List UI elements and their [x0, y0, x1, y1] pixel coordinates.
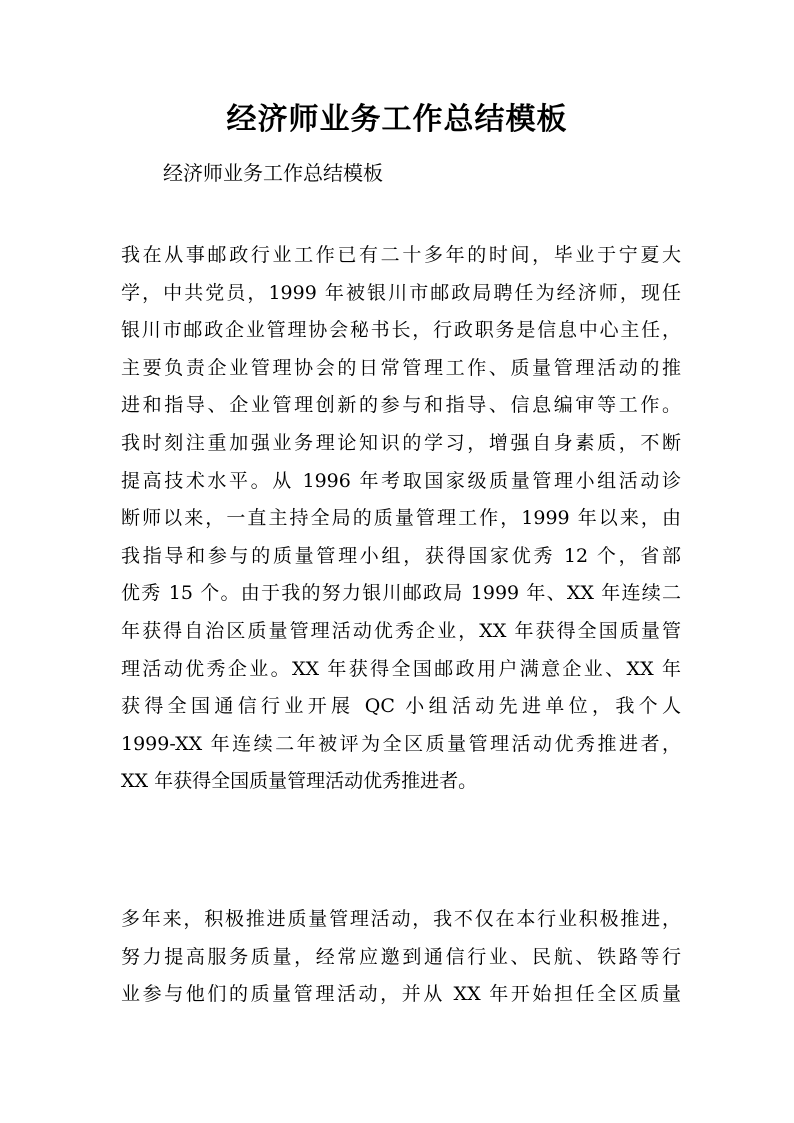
paragraph-line: 我时刻注重加强业务理论知识的学习，增强自身素质，不断 — [121, 431, 681, 454]
paragraph-line: 获得全国通信行业开展 QC 小组活动先进单位，我个人 — [121, 695, 681, 718]
document-title: 经济师业务工作总结模板 — [226, 102, 568, 137]
paragraph-1 — [121, 237, 681, 801]
paragraph-line: 学，中共党员，1999 年被银川市邮政局聘任为经济师，现任 — [121, 281, 681, 304]
paragraph-line: 理活动优秀企业。XX 年获得全国邮政用户满意企业、XX 年 — [121, 657, 681, 680]
paragraph-line: 提高技术水平。从 1996 年考取国家级质量管理小组活动诊 — [121, 469, 681, 492]
paragraph-line: XX 年获得全国质量管理活动优秀推进者。 — [121, 770, 478, 793]
paragraph-line: 努力提高服务质量，经常应邀到通信行业、民航、铁路等行 — [121, 945, 681, 968]
paragraph-line: 断师以来，一直主持全局的质量管理工作，1999 年以来，由 — [121, 507, 681, 530]
paragraph-line: 多年来，积极推进质量管理活动，我不仅在本行业积极推进， — [121, 908, 681, 930]
paragraph-line: 1999-XX 年连续二年被评为全区质量管理活动优秀推进者， — [121, 732, 681, 755]
paragraph-line: 业参与他们的质量管理活动，并从 XX 年开始担任全区质量 — [121, 983, 681, 1006]
paragraph-line: 主要负责企业管理协会的日常管理工作、质量管理活动的推 — [121, 356, 681, 379]
document-subtitle: 经济师业务工作总结模板 — [163, 161, 383, 185]
paragraph-2 — [121, 901, 681, 1014]
paragraph-line: 进和指导、企业管理创新的参与和指导、信息编审等工作。 — [121, 394, 681, 417]
paragraph-line: 我在从事邮政行业工作已有二十多年的时间，毕业于宁夏大 — [121, 244, 681, 266]
paragraph-line: 我指导和参与的质量管理小组，获得国家优秀 12 个，省部 — [121, 544, 681, 567]
paragraph-line: 年获得自治区质量管理活动优秀企业，XX 年获得全国质量管 — [121, 619, 681, 642]
paragraph-line: 银川市邮政企业管理协会秘书长，行政职务是信息中心主任， — [121, 319, 681, 342]
paragraph-line: 优秀 15 个。由于我的努力银川邮政局 1999 年、XX 年连续二 — [121, 582, 681, 605]
